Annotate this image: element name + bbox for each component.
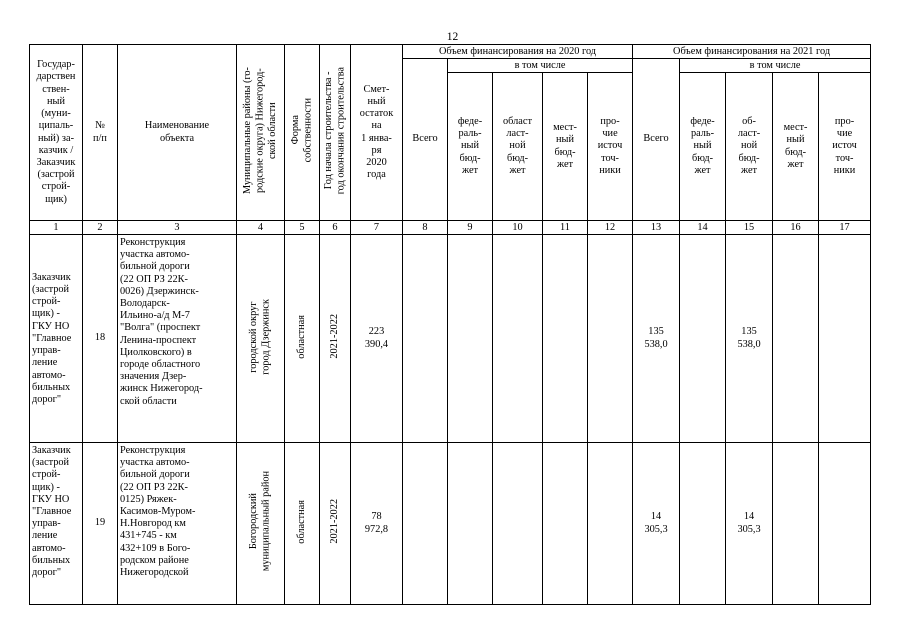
row-total-2020 <box>403 443 448 605</box>
row-years: 2021-2022 <box>328 499 340 544</box>
column-number: 17 <box>819 221 871 235</box>
header-local-2021: мест- ный бюд- жет <box>773 73 819 221</box>
row-local-2021 <box>773 235 819 443</box>
row-other-2021 <box>819 235 871 443</box>
header-years: Год начала строительства - год окончания строительства <box>322 66 346 195</box>
column-number: 16 <box>773 221 819 235</box>
row-local-2021 <box>773 443 819 605</box>
row-other-2020 <box>588 443 633 605</box>
financing-table <box>29 44 871 605</box>
row-years-cell <box>320 443 351 605</box>
header-district-cell <box>237 45 285 221</box>
row-regional-2021: 135 538,0 <box>726 235 773 443</box>
row-federal-2020 <box>448 443 493 605</box>
header-object-name: Наименование объекта <box>118 45 237 221</box>
header-ownership-cell <box>285 45 320 221</box>
row-number: 19 <box>83 443 118 605</box>
row-object-name: Реконструкция участка автомо- бильной дороги (22 ОП РЗ 22К- 0125) Ряжек- Касимов-Муром- Н.Новгород км 431+745 - км 432+109 в Бого- родском районе Нижегородской <box>118 443 237 605</box>
row-federal-2021 <box>680 443 726 605</box>
row-district: городской округ город Дзержинск <box>248 298 272 375</box>
row-total-2021: 135 538,0 <box>633 235 680 443</box>
row-local-2020 <box>543 235 588 443</box>
row-other-2021 <box>819 443 871 605</box>
row-ownership: областная <box>295 314 307 359</box>
header-fin-2020: Объем финансирования на 2020 год <box>403 45 633 59</box>
header-incl-2020: в том числе <box>448 59 633 73</box>
column-number: 1 <box>30 221 83 235</box>
header-customer: Государ- дарствен ствен- ный (муни- ципаль- ный) за- казчик / Заказчик (застрой строй- щик) <box>30 45 83 221</box>
row-customer: Заказчик (застрой строй- щик) - ГКУ НО "Главное управ- ление автомо- бильных дорог" <box>30 235 83 443</box>
row-federal-2021 <box>680 235 726 443</box>
column-number: 5 <box>285 221 320 235</box>
row-district-cell <box>237 443 285 605</box>
header-total-2021: Всего <box>633 59 680 221</box>
header-years-cell <box>320 45 351 221</box>
column-number: 3 <box>118 221 237 235</box>
header-balance: Смет- ный остаток на 1 янва- ря 2020 года <box>351 45 403 221</box>
header-regional-2020: област ласт- ной бюд- жет <box>493 73 543 221</box>
row-years-cell <box>320 235 351 443</box>
column-number: 13 <box>633 221 680 235</box>
header-local-2020: мест- ный бюд- жет <box>543 73 588 221</box>
header-regional-2021: об- ласт- ной бюд- жет <box>726 73 773 221</box>
column-number: 7 <box>351 221 403 235</box>
row-regional-2020 <box>493 235 543 443</box>
column-number: 8 <box>403 221 448 235</box>
header-total-2020: Всего <box>403 59 448 221</box>
header-number: № п/п <box>83 45 118 221</box>
row-local-2020 <box>543 443 588 605</box>
column-number: 4 <box>237 221 285 235</box>
page-number: 12 <box>446 31 459 43</box>
header-incl-2021: в том числе <box>680 59 871 73</box>
row-district-cell <box>237 235 285 443</box>
header-ownership: Форма собственности <box>289 98 313 163</box>
row-total-2020 <box>403 235 448 443</box>
column-number: 12 <box>588 221 633 235</box>
column-number: 15 <box>726 221 773 235</box>
column-number-row <box>30 221 871 235</box>
column-number: 11 <box>543 221 588 235</box>
row-regional-2021: 14 305,3 <box>726 443 773 605</box>
row-number: 18 <box>83 235 118 443</box>
column-number: 14 <box>680 221 726 235</box>
column-number: 9 <box>448 221 493 235</box>
row-balance: 78 972,8 <box>351 443 403 605</box>
table-row <box>30 235 871 443</box>
header-other-2020: про- чие источ точ- ники <box>588 73 633 221</box>
header-fin-2021: Объем финансирования на 2021 год <box>633 45 871 59</box>
row-customer: Заказчик (застрой строй- щик) - ГКУ НО "Главное управ- ление автомо- бильных дорог" <box>30 443 83 605</box>
row-years: 2021-2022 <box>328 314 340 359</box>
row-ownership-cell <box>285 443 320 605</box>
row-ownership-cell <box>285 235 320 443</box>
row-total-2021: 14 305,3 <box>633 443 680 605</box>
column-number: 2 <box>83 221 118 235</box>
column-number: 6 <box>320 221 351 235</box>
row-ownership: областная <box>295 499 307 544</box>
header-federal-2021: феде- раль- ный бюд- жет <box>680 73 726 221</box>
row-object-name: Реконструкция участка автомо- бильной дороги (22 ОП РЗ 22К- 0026) Дзержинск- Володарск- Ильино-а/д М-7 "Волга" (проспект Ленина-проспект Циолковского) в городе областного значения Дзер- жинск Нижегород- ской области <box>118 235 237 443</box>
header-district: Муниципальные районы (го- родские округа) Нижегород- ской области <box>241 66 278 194</box>
row-other-2020 <box>588 235 633 443</box>
header-other-2021: про- чие источ точ- ники <box>819 73 871 221</box>
row-regional-2020 <box>493 443 543 605</box>
column-number: 10 <box>493 221 543 235</box>
header-federal-2020: феде- раль- ный бюд- жет <box>448 73 493 221</box>
row-federal-2020 <box>448 235 493 443</box>
table-row <box>30 443 871 605</box>
row-district: Богородский муниципальный район <box>248 471 272 572</box>
row-balance: 223 390,4 <box>351 235 403 443</box>
